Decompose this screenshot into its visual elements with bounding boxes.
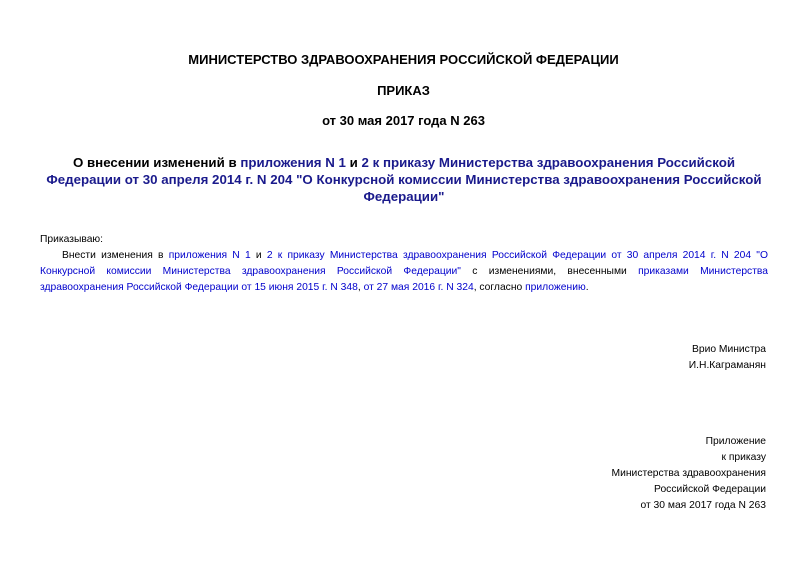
para-and: и: [255, 250, 262, 261]
appendix-line-1: Приложение: [705, 436, 766, 447]
order-paragraph: [40, 248, 768, 296]
title-link-order-204[interactable]: к приказу Министерства здравоохранения Российской Федерации от 30 апреля 2014 г. N 204 "О Конкурсной комиссии Министерства здравоохранения Российской Федерации": [46, 155, 762, 204]
document-title: [40, 154, 768, 205]
signatory-name: И.Н.Каграманян: [688, 360, 766, 371]
link-appendix-1[interactable]: приложения N 1: [168, 250, 251, 261]
para-comma: ,: [357, 282, 361, 293]
appendix-line-3: Министерства здравоохранения: [611, 468, 766, 479]
link-appendix-2[interactable]: 2: [266, 250, 273, 261]
appendix-line-4: Российской Федерации: [654, 484, 766, 495]
ministry-heading: МИНИСТЕРСТВО ЗДРАВООХРАНЕНИЯ РОССИЙСКОЙ ФЕДЕРАЦИИ: [188, 52, 619, 67]
order-body: [40, 232, 768, 296]
title-link-appendix-2[interactable]: 2: [361, 155, 369, 170]
title-link-appendix-1[interactable]: приложения N 1: [240, 155, 346, 170]
appendix-note: [612, 434, 766, 514]
appendix-line-2: к приказу: [721, 452, 766, 463]
para-start: Внести изменения в: [62, 250, 164, 261]
link-order-324[interactable]: от 27 мая 2016 г. N 324: [363, 282, 474, 293]
title-and: и: [349, 155, 358, 170]
document-date-number: от 30 мая 2017 года N 263: [322, 113, 485, 128]
signature-block: [689, 342, 766, 374]
link-order-348[interactable]: приказами Министерства здравоохранения Российской Федерации от 15 июня 2015 г. N 348: [40, 266, 768, 293]
appendix-line-5: от 30 мая 2017 года N 263: [640, 500, 766, 511]
link-order-204[interactable]: к приказу Министерства здравоохранения Российской Федерации от 30 апреля 2014 г. N 204 "О Конкурсной комиссии Министерства здравоохранения Российской Федерации": [40, 250, 768, 277]
order-intro: Приказываю:: [40, 234, 104, 245]
para-agreeing: , согласно: [473, 282, 523, 293]
document-type: ПРИКАЗ: [377, 83, 430, 98]
para-mid: с изменениями, внесенными: [472, 266, 627, 277]
title-prefix: О внесении изменений в: [72, 155, 237, 170]
signatory-position: Врио Министра: [691, 344, 766, 355]
link-appendix[interactable]: приложению: [525, 282, 586, 293]
para-end: .: [585, 282, 589, 293]
